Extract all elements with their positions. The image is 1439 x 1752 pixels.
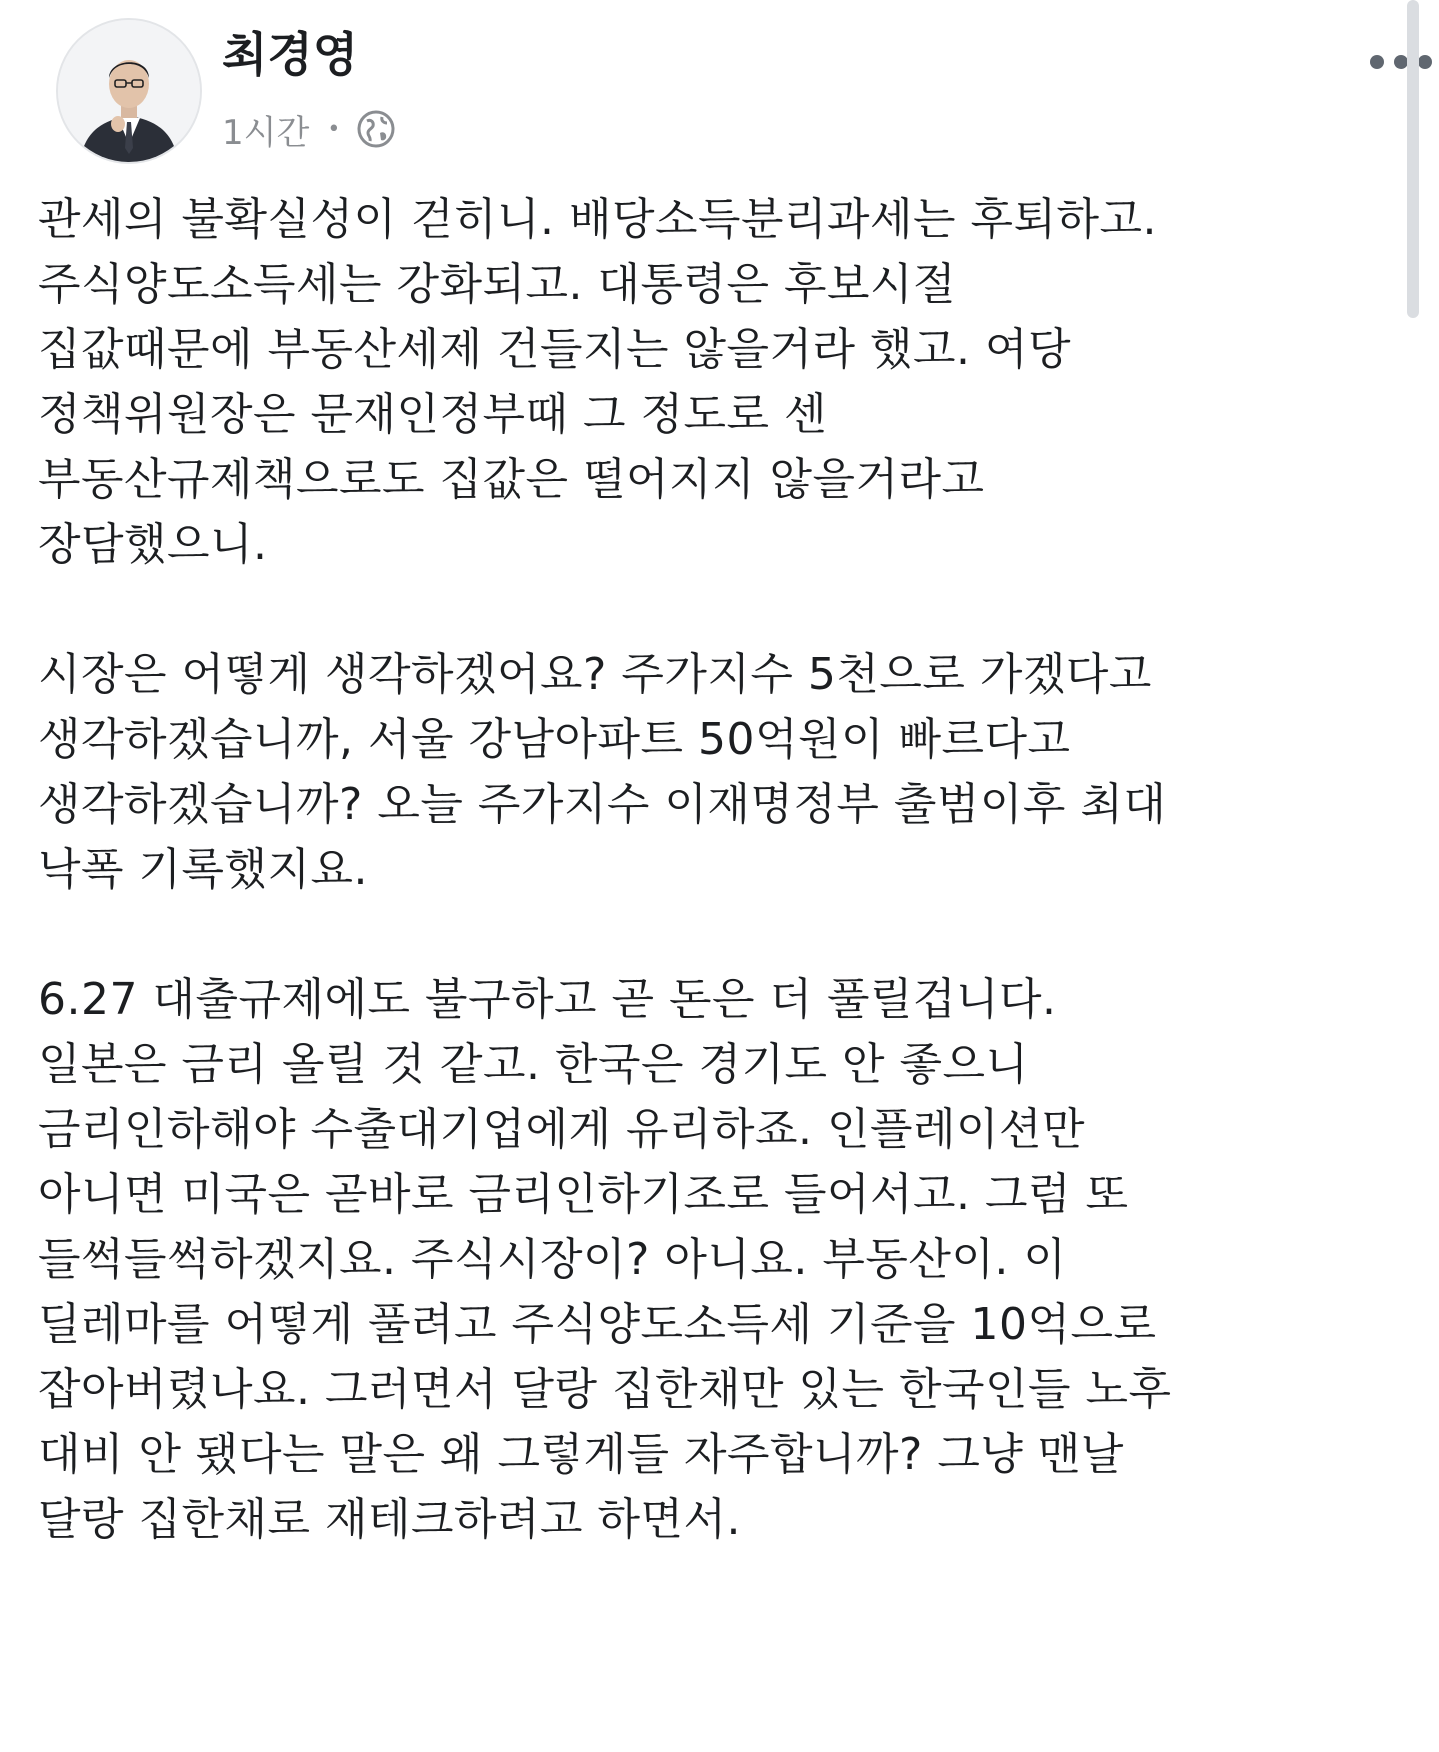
post-text-line: 잡아버렸나요. 그러면서 달랑 집한채만 있는 한국인들 노후 [38,1364,1172,1415]
post-paragraph-2 [38,642,1368,902]
more-dot [1370,55,1384,69]
post-text-line: 아니면 미국은 곧바로 금리인하기조로 들어서고. 그럼 또 [38,1169,1129,1220]
more-dot [1418,55,1432,69]
post-text-line: 장담했으니. [38,519,268,570]
more-dot [1394,55,1408,69]
post-header [0,0,1439,180]
post-text-line: 들썩들썩하겠지요. 주식시장이? 아니요. 부동산이. 이 [38,1234,1067,1285]
post-time[interactable]: 1시간 [222,112,310,153]
post-text-line: 정책위원장은 문재인정부때 그 정도로 센 [38,389,828,440]
post-text-line: 시장은 어떻게 생각하겠어요? 주가지수 5천으로 가겠다고 [38,649,1152,700]
post-text-line: 집값때문에 부동산세제 건들지는 않을거라 했고. 여당 [38,324,1072,375]
post-paragraph-3 [38,967,1368,1552]
post-body [38,187,1368,1552]
post-text-line: 대비 안 됐다는 말은 왜 그렇게들 자주합니까? 그냥 맨날 [38,1429,1124,1480]
avatar-photo [58,20,200,162]
paragraph-spacer [38,577,1368,642]
post-text-line: 관세의 불확실성이 걷히니. 배당소득분리과세는 후퇴하고. [38,194,1158,245]
post-paragraph-1 [38,187,1368,577]
post-text-line: 부동산규제책으로도 집값은 떨어지지 않을거라고 [38,454,985,505]
post-text-line: 낙폭 기록했지요. [38,844,368,895]
post-text-line: 6.27 대출규제에도 불구하고 곧 돈은 더 풀릴겁니다. [38,974,1057,1025]
post-text-line: 일본은 금리 올릴 것 같고. 한국은 경기도 안 좋으니 [38,1039,1029,1090]
more-options-icon[interactable] [1370,50,1432,74]
paragraph-spacer [38,902,1368,967]
post-text-line: 주식양도소득세는 강화되고. 대통령은 후보시절 [38,259,957,310]
post-text-line: 달랑 집한채로 재테크하려고 하면서. [38,1494,742,1545]
post-text-line: 생각하겠습니까, 서울 강남아파트 50억원이 빠르다고 [38,714,1071,765]
post-meta [222,104,396,154]
meta-separator: • [327,116,341,142]
post-text-line: 딜레마를 어떻게 풀려고 주식양도소득세 기준을 10억으로 [38,1299,1157,1350]
author-name[interactable]: 최경영 [222,28,359,83]
author-avatar[interactable] [56,18,202,164]
scrollbar[interactable] [1407,0,1419,318]
globe-icon [356,109,396,149]
post-text-line: 생각하겠습니까? 오늘 주가지수 이재명정부 출범이후 최대 [38,779,1167,830]
post-text-line: 금리인하해야 수출대기업에게 유리하죠. 인플레이션만 [38,1104,1086,1155]
